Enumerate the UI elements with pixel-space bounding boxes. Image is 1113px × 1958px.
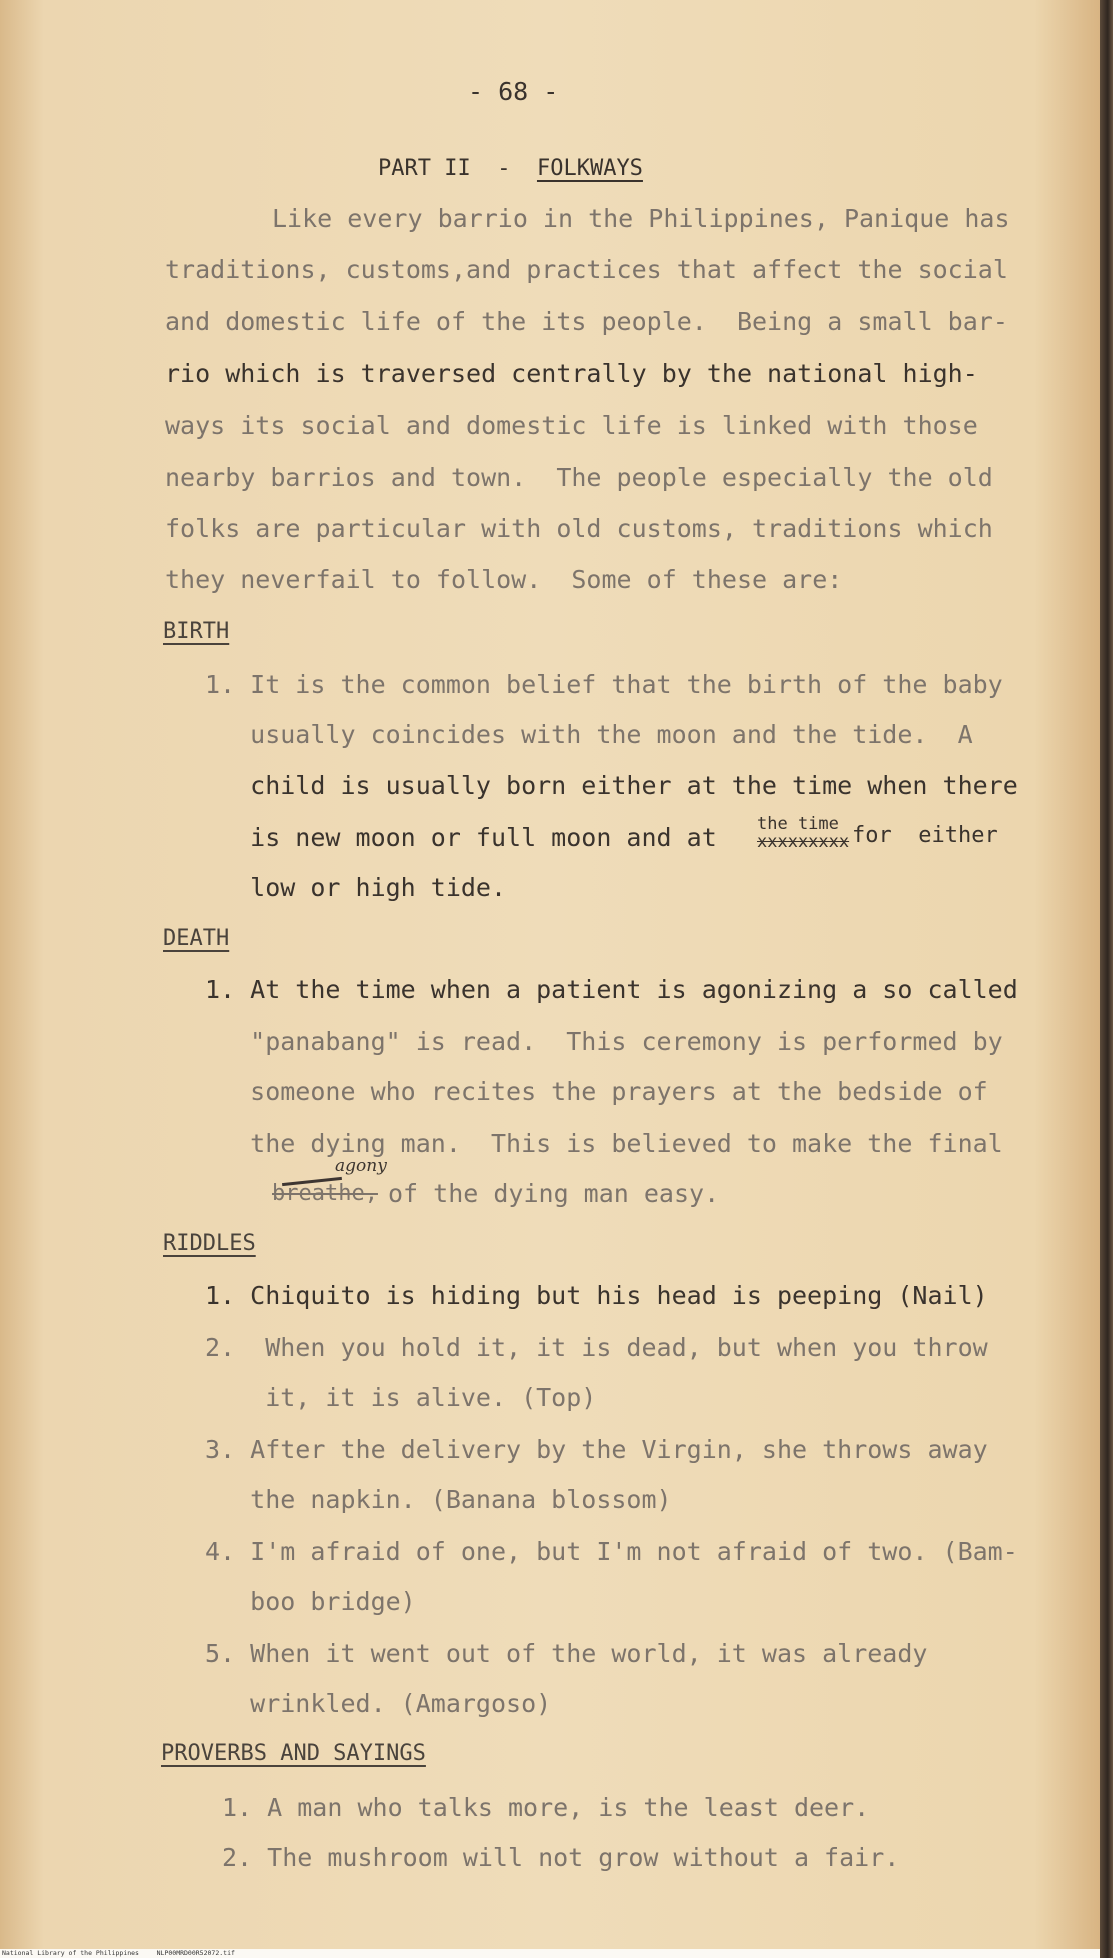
death-line: someone who recites the prayers at the bedside of	[205, 1077, 988, 1106]
birth-line: usually coincides with the moon and the tide. A	[205, 720, 973, 749]
death-line: "panabang" is read. This ceremony is performed by	[205, 1027, 1003, 1056]
intro-line: and domestic life of the its people. Being a small bar-	[165, 307, 1008, 336]
intro-line: ways its social and domestic life is linked with those	[165, 411, 978, 440]
intro-line: Like every barrio in the Philippines, Panique has	[272, 204, 1010, 233]
section-heading-death: DEATH	[163, 926, 230, 951]
death-struck-text: breathe,	[272, 1181, 378, 1206]
birth-inserted-text: the time	[757, 814, 839, 834]
riddle-line: boo bridge)	[205, 1587, 416, 1616]
intro-line: they neverfail to follow. Some of these are:	[165, 565, 843, 594]
riddle-line: the napkin. (Banana blossom)	[205, 1485, 672, 1514]
death-line: of the dying man easy.	[388, 1179, 720, 1208]
part-subtitle: FOLKWAYS	[536, 156, 643, 181]
death-line: the dying man. This is believed to make the final	[205, 1129, 1003, 1158]
scan-footer	[0, 1949, 1100, 1958]
birth-line: low or high tide.	[205, 873, 507, 902]
intro-line: rio which is traversed centrally by the national high-	[165, 359, 978, 388]
riddle-line: wrinkled. (Amargoso)	[205, 1689, 552, 1718]
handwritten-insert-agony: agony	[335, 1156, 387, 1176]
death-line: 1. At the time when a patient is agonizing a so called	[205, 975, 1018, 1004]
birth-line: child is usually born either at the time when there	[205, 771, 1018, 800]
part-label: PART II	[378, 156, 471, 181]
part-separator: -	[497, 156, 511, 181]
proverb-line: 2. The mushroom will not grow without a fair.	[222, 1843, 900, 1872]
riddle-line: 4. I'm afraid of one, but I'm not afraid of two. (Bam-	[205, 1537, 1018, 1566]
intro-line: nearby barrios and town. The people especially the old	[165, 463, 993, 492]
riddle-line: 2. When you hold it, it is dead, but when you throw	[205, 1333, 988, 1362]
section-heading-birth: BIRTH	[163, 619, 230, 644]
proverb-line: 1. A man who talks more, is the least deer.	[222, 1793, 870, 1822]
page-binding-edge	[1100, 0, 1113, 1958]
riddle-line: 3. After the delivery by the Virgin, she throws away	[205, 1435, 988, 1464]
page-number: - 68 -	[468, 77, 559, 106]
riddle-line: it, it is alive. (Top)	[205, 1383, 597, 1412]
birth-line: is new moon or full moon and at	[205, 823, 717, 852]
birth-struck-text: xxxxxxxxx	[757, 832, 850, 852]
riddle-line: 5. When it went out of the world, it was already	[205, 1639, 928, 1668]
part-title	[378, 153, 643, 185]
section-heading-proverbs: PROVERBS AND SAYINGS	[161, 1741, 426, 1766]
riddle-line: 1. Chiquito is hiding but his head is peeping (Nail)	[205, 1281, 988, 1310]
intro-line: traditions, customs,and practices that affect the social	[165, 255, 1008, 284]
footer-source: National Library of the Philippines	[2, 1949, 139, 1957]
birth-after-insert: for either	[852, 823, 998, 848]
section-heading-riddles: RIDDLES	[163, 1231, 256, 1256]
birth-line: 1. It is the common belief that the birth of the baby	[205, 670, 1003, 699]
intro-line: folks are particular with old customs, traditions which	[165, 514, 993, 543]
footer-file: NLP00MRD00R52072.tif	[156, 1949, 235, 1957]
